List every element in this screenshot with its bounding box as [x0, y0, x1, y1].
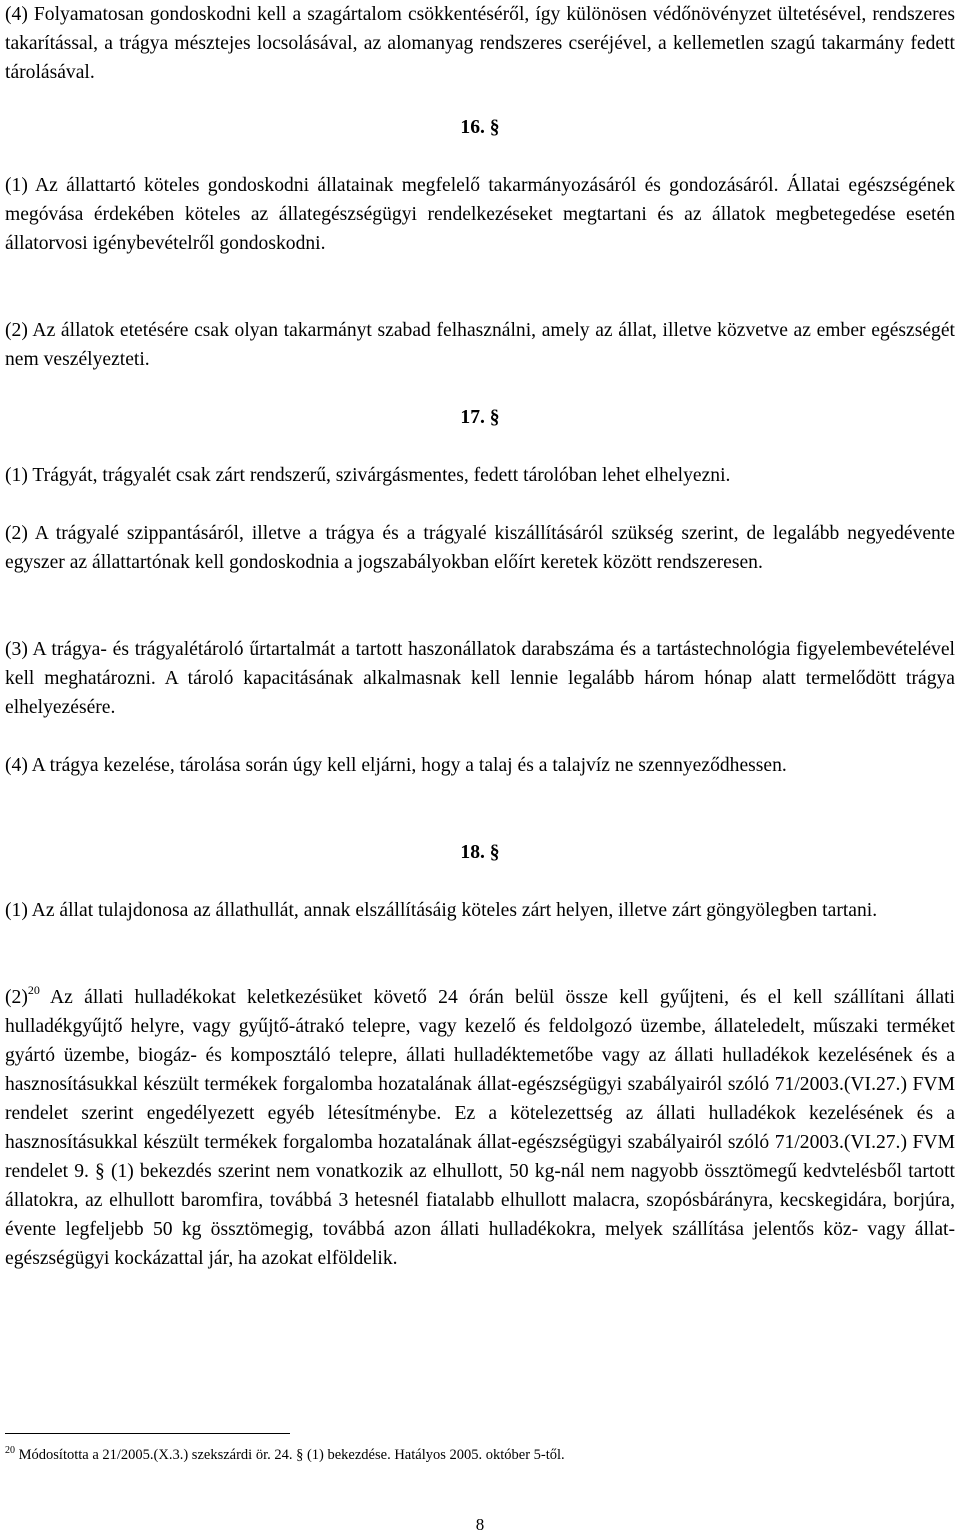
- paragraph-18-2: [5, 983, 955, 1273]
- paragraph-17-2: (2) A trágyalé szippantásáról, illetve a trágya és a trágyalé kiszállításáról szükség szerint, de legalább negyedévente egyszer az állattartónak kell gondoskodnia a jogszabályokban előírt keretek között rendszeresen.: [5, 523, 955, 573]
- paragraph-16-2: (2) Az állatok etetésére csak olyan takarmányt szabad felhasználni, amely az állat, illetve közvetve az ember egészségét nem veszélyezteti.: [5, 320, 955, 370]
- page-number: 8: [475, 1515, 485, 1534]
- footnote-reference[interactable]: 20: [27, 983, 40, 997]
- section-heading-16: 16. §: [460, 117, 500, 138]
- paragraph-prefix: (2): [5, 987, 28, 1008]
- paragraph-18-1: (1) Az állat tulajdonosa az állathullát, annak elszállításáig köteles zárt helyen, illetve zárt göngyölegben tartani.: [5, 900, 878, 921]
- paragraph-17-4: (4) A trágya kezelése, tárolása során úgy kell eljárni, hogy a talaj és a talajvíz ne szennyeződhessen.: [5, 755, 787, 776]
- paragraph-15-4: (4) Folyamatosan gondoskodni kell a szagártalom csökkentéséről, így különösen védőnövényzet ültetésével, rendszeres takarítással, a trágya mésztejes locsolásával, az alomanyag rendszeres cseréjével, a kellemetlen szagú takarmány fedett tárolásával.: [5, 4, 955, 83]
- paragraph-16-1: (1) Az állattartó köteles gondoskodni állatainak megfelelő takarmányozásáról és gondozásáról. Állatai egészségének megóvása érdekében köteles az állategészségügyi rendelkezéseket megtartani és az állatok megbetegedése esetén állatorvosi igénybevételről gondoskodni.: [5, 175, 955, 254]
- section-heading-17: 17. §: [460, 407, 500, 428]
- paragraph-17-3: (3) A trágya- és trágyalétároló űrtartalmát a tartott haszonállatok darabszáma és a tartástechnológia figyelembevételével kell meghatározni. A tároló kapacitásának alkalmasnak kell lennie legalább három hónap alatt termelődött trágya elhelyezésére.: [5, 639, 955, 718]
- footnote: [5, 1445, 945, 1465]
- paragraph-17-1: (1) Trágyát, trágyalét csak zárt rendszerű, szivárgásmentes, fedett tárolóban lehet elhelyezni.: [5, 465, 731, 486]
- footnote-divider: [5, 1433, 290, 1434]
- paragraph-text: Az állati hulladékokat keletkezésüket követő 24 órán belül össze kell gyűjteni, és el kell szállítani állati hulladékgyűjtő helyre, vagy gyűjtő-átrakó telepre, vagy kezelő és feldolgozó üzembe, állateledelt, műszaki terméket gyártó üzembe, biogáz- és komposztáló telepre, állati hulladéktemetőbe vagy az állati hulladékok kezelésének és a hasznosításukkal készült termékek forgalomba hozatalának állat-egészségügyi szabályairól szóló 71/2003.(VI.27.) FVM rendelet szerint engedélyezett egyéb létesítménybe. Ez a kötelezettség az állati hulladékok kezelésének és a hasznosításukkal készült termékek forgalomba hozatalának állat-egészségügyi szabályairól szóló 71/2003.(VI.27.) FVM rendelet 9. § (1) bekezdés szerint nem vonatkozik az elhullott, 50 kg-nál nem nagyobb össztömegű kedvtelésből tartott állatokra, az elhullott baromfira, továbbá 3 hetesnél fiatalabb elhullott malacra, szopósbárányra, kecskegidára, borjúra, évente legfeljebb 50 kg össztömegig, továbbá azon állati hulladékokra, melyek szállítása jelentős köz- vagy állat-egészségügyi kockázattal jár, ha azokat elföldelik.: [5, 987, 955, 1269]
- footnote-number: 20: [5, 1445, 15, 1456]
- footnote-text: Módosította a 21/2005.(X.3.) szekszárdi ör. 24. § (1) bekezdése. Hatályos 2005. október 5-től.: [15, 1447, 565, 1463]
- section-heading-18: 18. §: [460, 842, 500, 863]
